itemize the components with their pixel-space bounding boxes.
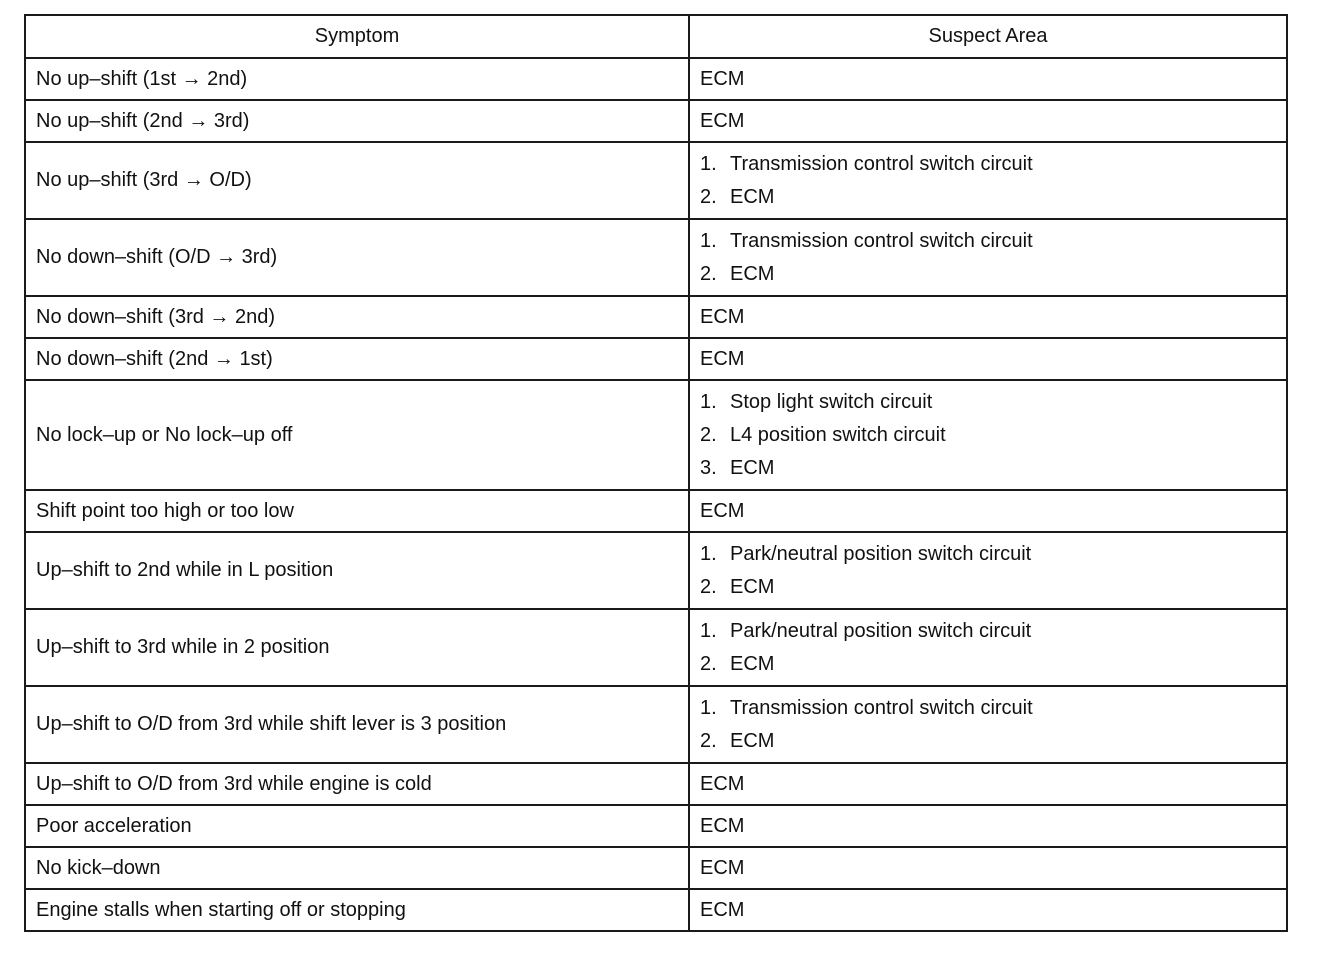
suspect-area-text: ECM — [700, 499, 745, 522]
suspect-area-item — [700, 768, 1276, 801]
table-row — [25, 609, 1287, 686]
table-row — [25, 219, 1287, 296]
suspect-area-item — [700, 63, 1276, 96]
symptom-cell: No up–shift (2nd → 3rd) — [25, 100, 689, 142]
suspect-area-item — [700, 148, 1276, 181]
suspect-area-cell — [689, 763, 1287, 805]
list-number: 1. — [700, 696, 717, 719]
suspect-area-text: ECM — [700, 898, 745, 921]
list-number: 1. — [700, 229, 717, 252]
suspect-area-cell — [689, 805, 1287, 847]
suspect-area-item — [700, 571, 1276, 604]
suspect-area-text: ECM — [730, 575, 775, 598]
list-number: 2. — [700, 729, 717, 752]
table-row — [25, 532, 1287, 609]
symptom-cell: Engine stalls when starting off or stopping — [25, 889, 689, 931]
suspect-area-text: Park/neutral position switch circuit — [730, 619, 1032, 642]
suspect-area-cell — [689, 532, 1287, 609]
table-row — [25, 490, 1287, 532]
list-number: 2. — [700, 423, 717, 446]
suspect-area-item — [700, 725, 1276, 758]
suspect-area-text: ECM — [700, 347, 745, 370]
suspect-area-cell — [689, 338, 1287, 380]
symptom-cell: Up–shift to 3rd while in 2 position — [25, 609, 689, 686]
table-row — [25, 142, 1287, 219]
list-number: 2. — [700, 575, 717, 598]
suspect-area-item — [700, 894, 1276, 927]
suspect-area-cell — [689, 296, 1287, 338]
suspect-area-cell — [689, 100, 1287, 142]
table-row — [25, 338, 1287, 380]
suspect-area-text: ECM — [700, 109, 745, 132]
list-number: 3. — [700, 456, 717, 479]
symptom-cell: Shift point too high or too low — [25, 490, 689, 532]
header-suspect-area: Suspect Area — [689, 15, 1287, 58]
symptom-cell: No kick–down — [25, 847, 689, 889]
suspect-area-cell — [689, 686, 1287, 763]
suspect-area-item — [700, 419, 1276, 452]
suspect-area-item — [700, 615, 1276, 648]
suspect-area-text: ECM — [700, 814, 745, 837]
suspect-area-text: ECM — [700, 772, 745, 795]
suspect-area-item — [700, 810, 1276, 843]
symptom-cell: Poor acceleration — [25, 805, 689, 847]
suspect-area-text: ECM — [700, 305, 745, 328]
symptom-cell: No lock–up or No lock–up off — [25, 380, 689, 490]
list-number: 2. — [700, 262, 717, 285]
table-row — [25, 847, 1287, 889]
suspect-area-cell — [689, 847, 1287, 889]
table-row — [25, 805, 1287, 847]
symptom-cell: No down–shift (3rd → 2nd) — [25, 296, 689, 338]
symptom-cell: Up–shift to O/D from 3rd while engine is cold — [25, 763, 689, 805]
list-number: 1. — [700, 619, 717, 642]
suspect-area-cell — [689, 380, 1287, 490]
suspect-area-text: Transmission control switch circuit — [730, 229, 1033, 252]
suspect-area-cell — [689, 58, 1287, 100]
table-row — [25, 889, 1287, 931]
table-row — [25, 763, 1287, 805]
table-row — [25, 686, 1287, 763]
suspect-area-text: ECM — [730, 729, 775, 752]
suspect-area-cell — [689, 219, 1287, 296]
symptom-cell: Up–shift to O/D from 3rd while shift lever is 3 position — [25, 686, 689, 763]
list-number: 2. — [700, 652, 717, 675]
suspect-area-item — [700, 343, 1276, 376]
table-row — [25, 58, 1287, 100]
suspect-area-text: L4 position switch circuit — [730, 423, 946, 446]
suspect-area-text: ECM — [700, 856, 745, 879]
suspect-area-text: Transmission control switch circuit — [730, 696, 1033, 719]
suspect-area-item — [700, 452, 1276, 485]
suspect-area-text: ECM — [730, 456, 775, 479]
suspect-area-item — [700, 692, 1276, 725]
symptom-cell: Up–shift to 2nd while in L position — [25, 532, 689, 609]
table-row — [25, 380, 1287, 490]
suspect-area-item — [700, 258, 1276, 291]
list-number: 1. — [700, 542, 717, 565]
suspect-area-cell — [689, 142, 1287, 219]
suspect-area-cell — [689, 609, 1287, 686]
suspect-area-text: Stop light switch circuit — [730, 390, 933, 413]
header-symptom: Symptom — [25, 15, 689, 58]
list-number: 1. — [700, 152, 717, 175]
suspect-area-text: ECM — [730, 652, 775, 675]
suspect-area-text: Park/neutral position switch circuit — [730, 542, 1032, 565]
table-row — [25, 296, 1287, 338]
suspect-area-text: ECM — [730, 185, 775, 208]
suspect-area-cell — [689, 889, 1287, 931]
symptom-cell: No up–shift (1st → 2nd) — [25, 58, 689, 100]
symptom-cell: No down–shift (O/D → 3rd) — [25, 219, 689, 296]
suspect-area-text: ECM — [700, 67, 745, 90]
suspect-area-item — [700, 386, 1276, 419]
list-number: 2. — [700, 185, 717, 208]
suspect-area-item — [700, 301, 1276, 334]
suspect-area-item — [700, 225, 1276, 258]
table-body — [25, 58, 1287, 931]
suspect-area-item — [700, 648, 1276, 681]
suspect-area-cell — [689, 490, 1287, 532]
symptom-cell: No up–shift (3rd → O/D) — [25, 142, 689, 219]
suspect-area-item — [700, 181, 1276, 214]
suspect-area-item — [700, 852, 1276, 885]
table-header-row — [25, 15, 1287, 58]
suspect-area-item — [700, 105, 1276, 138]
suspect-area-item — [700, 538, 1276, 571]
table-row — [25, 100, 1287, 142]
suspect-area-text: Transmission control switch circuit — [730, 152, 1033, 175]
suspect-area-item — [700, 495, 1276, 528]
list-number: 1. — [700, 390, 717, 413]
symptom-cell: No down–shift (2nd → 1st) — [25, 338, 689, 380]
diagnosis-table — [24, 14, 1288, 932]
suspect-area-text: ECM — [730, 262, 775, 285]
